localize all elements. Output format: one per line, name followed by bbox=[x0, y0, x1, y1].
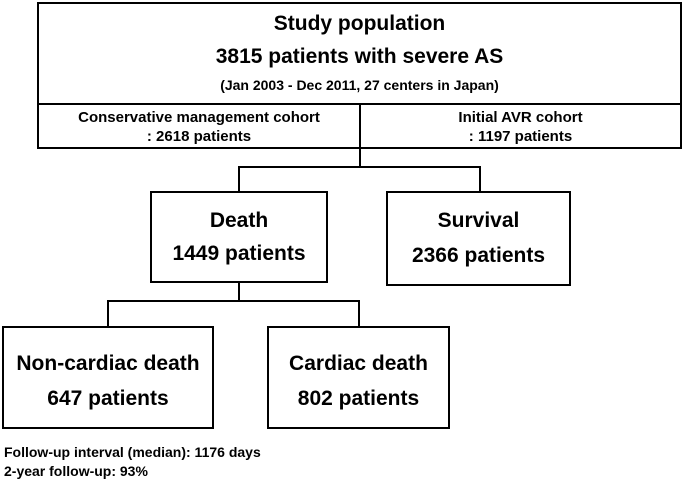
conservative-cohort-label: Conservative management cohort bbox=[78, 109, 320, 126]
connector-noncardiac-vertical bbox=[107, 300, 109, 327]
avr-cohort bbox=[361, 108, 680, 146]
connector-survival-vertical bbox=[479, 166, 481, 192]
cardiac-death-count: 802 patients bbox=[297, 387, 420, 410]
study-subtitle: 3815 patients with severe AS bbox=[215, 45, 504, 68]
avr-cohort-label: Initial AVR cohort bbox=[458, 109, 583, 126]
death-label: Death bbox=[209, 209, 269, 232]
study-population-box bbox=[37, 2, 682, 149]
survival-count: 2366 patients bbox=[411, 244, 546, 267]
cardiac-death-box bbox=[267, 326, 450, 429]
followup-rate-note: 2-year follow-up: 93% bbox=[4, 463, 148, 479]
noncardiac-death-count: 647 patients bbox=[47, 387, 169, 410]
conservative-cohort bbox=[39, 108, 359, 146]
connector-cardiac-vertical bbox=[358, 300, 360, 327]
conservative-cohort-count: : 2618 patients bbox=[146, 128, 252, 145]
death-count: 1449 patients bbox=[172, 242, 306, 265]
cardiac-death-label: Cardiac death bbox=[289, 352, 428, 375]
connector-death-down bbox=[238, 282, 240, 301]
connector-death-vertical bbox=[238, 166, 240, 192]
connector-bottom-horizontal bbox=[107, 300, 360, 302]
death-box bbox=[150, 191, 328, 283]
followup-interval-note: Follow-up interval (median): 1176 days bbox=[4, 444, 261, 460]
noncardiac-death-box bbox=[2, 326, 214, 429]
survival-label: Survival bbox=[437, 209, 520, 232]
study-range: (Jan 2003 - Dec 2011, 27 centers in Japan) bbox=[220, 77, 499, 93]
connector-top-vertical bbox=[359, 147, 361, 167]
study-title: Study population bbox=[273, 12, 446, 35]
noncardiac-death-label: Non-cardiac death bbox=[16, 352, 200, 375]
survival-box bbox=[386, 191, 571, 286]
connector-top-horizontal bbox=[238, 166, 481, 168]
avr-cohort-count: : 1197 patients bbox=[468, 128, 573, 145]
